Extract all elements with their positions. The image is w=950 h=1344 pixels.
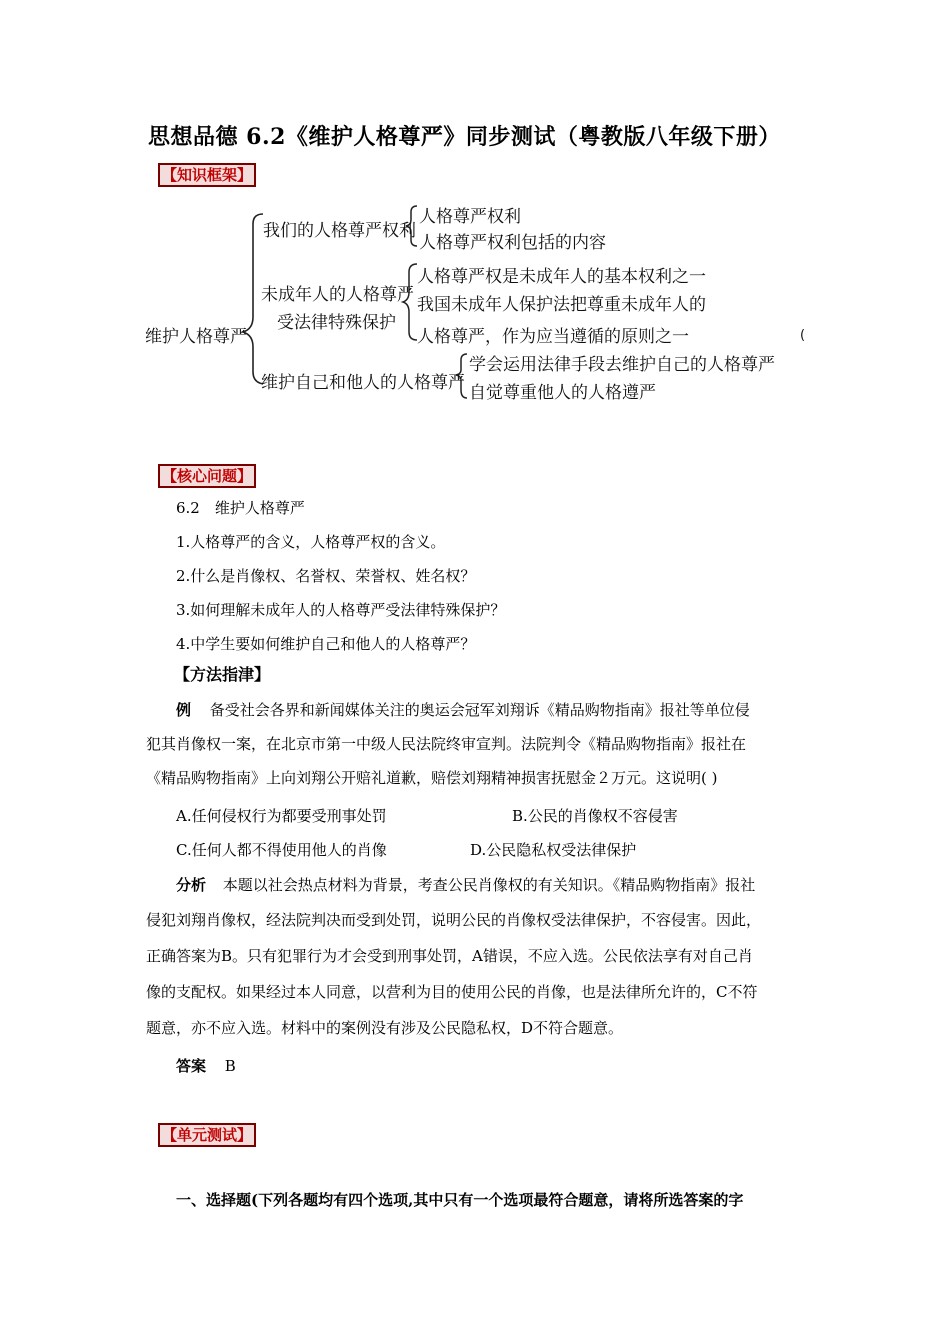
analysis-line-1 <box>176 875 755 895</box>
framework-branch-1-item-1: 人格尊严权利 <box>419 207 521 227</box>
option-a: A.任何侵权行为都要受刑事处罚 <box>176 807 387 825</box>
core-section-tag: 【核心问题】 <box>158 464 256 488</box>
example-line-1 <box>176 700 750 720</box>
page-title: 思想品德 6.2《维护人格尊严》同步测试（粤教版八年级下册） <box>148 124 781 150</box>
option-c: C.任何人都不得使用他人的肖像 <box>176 841 387 859</box>
answer-line <box>176 1056 236 1076</box>
method-section-tag: 【方法指津】 <box>174 665 271 684</box>
framework-branch-2-item-2: 我国未成年人保护法把尊重未成年人的 <box>417 295 706 315</box>
framework-branch-2-line-2: 受法律特殊保护 <box>277 313 396 333</box>
example-line-2: 犯其肖像权一案，在北京市第一中级人民法院终审宣判。法院判令《精品购物指南》报社在 <box>146 735 747 753</box>
framework-branch-2-item-3: 人格尊严，作为应当遵循的原则之一 <box>417 327 689 347</box>
unit-question-heading: 一、选择题(下列各题均有四个选项,其中只有一个选项最符合题意，请将所选答案的字 <box>176 1191 744 1209</box>
framework-branch-3: 维护自己和他人的人格尊严 <box>261 373 465 393</box>
framework-branch-2-item-1: 人格尊严权是未成年人的基本权利之一 <box>417 267 706 287</box>
analysis-text-1: 本题以社会热点材料为背景，考查公民肖像权的有关知识。《精品购物指南》报社 <box>222 876 756 894</box>
analysis-label: 分析 <box>176 876 207 894</box>
framework-branch-2-line-1: 未成年人的人格尊严 <box>261 285 414 305</box>
framework-root: 维护人格尊严 <box>145 327 247 347</box>
core-question-4: 4.中学生要如何维护自己和他人的人格尊严？ <box>176 635 476 653</box>
framework-branch-1: 我们的人格尊严权利 <box>263 221 416 241</box>
core-question-2: 2.什么是肖像权、名誉权、荣誉权、姓名权？ <box>176 567 476 585</box>
option-d: D.公民隐私权受法律保护 <box>470 841 637 859</box>
analysis-line-2: 侵犯刘翔肖像权，经法院判决而受到处罚，说明公民的肖像权受法律保护，不容侵害。因此， <box>146 911 762 929</box>
example-line-3: 《精品购物指南》上向刘翔公开赔礼道歉，赔偿刘翔精神损害抚慰金２万元。这说明( ) <box>146 769 718 787</box>
framework-branch-3-item-2: 自觉尊重他人的人格遵严 <box>469 383 656 403</box>
unit-section-tag: 【单元测试】 <box>158 1123 256 1147</box>
analysis-line-4: 像的支配权。如果经过本人同意，以营利为目的使用公民的肖像，也是法律所允许的，C不符 <box>146 983 758 1001</box>
framework-section-tag: 【知识框架】 <box>158 163 256 187</box>
analysis-line-5: 题意，亦不应入选。材料中的案例没有涉及公民隐私权，D不符合题意。 <box>146 1019 624 1037</box>
answer-value: B <box>224 1057 236 1075</box>
framework-branch-3-item-1: 学会运用法律手段去维护自己的人格尊严 <box>469 355 775 375</box>
analysis-line-3: 正确答案为B。只有犯罪行为才会受到刑事处罚，A错误，不应入选。公民依法享有对自己肖 <box>146 947 753 965</box>
example-text-1: 备受社会各界和新闻媒体关注的奥运会冠军刘翔诉《精品购物指南》报社等单位侵 <box>209 701 750 719</box>
option-b: B.公民的肖像权不容侵害 <box>512 807 678 825</box>
example-label: 例 <box>176 701 192 719</box>
knowledge-framework-diagram <box>145 192 810 420</box>
framework-stray-mark: ( <box>800 328 806 343</box>
core-question-3: 3.如何理解未成年人的人格尊严受法律特殊保护？ <box>176 601 506 619</box>
answer-label: 答案 <box>176 1057 207 1075</box>
framework-branch-1-item-2: 人格尊严权利包括的内容 <box>419 233 606 253</box>
core-question-1: 1.人格尊严的含义，人格尊严权的含义。 <box>176 533 446 551</box>
core-heading: 6.2 维护人格尊严 <box>176 499 305 517</box>
